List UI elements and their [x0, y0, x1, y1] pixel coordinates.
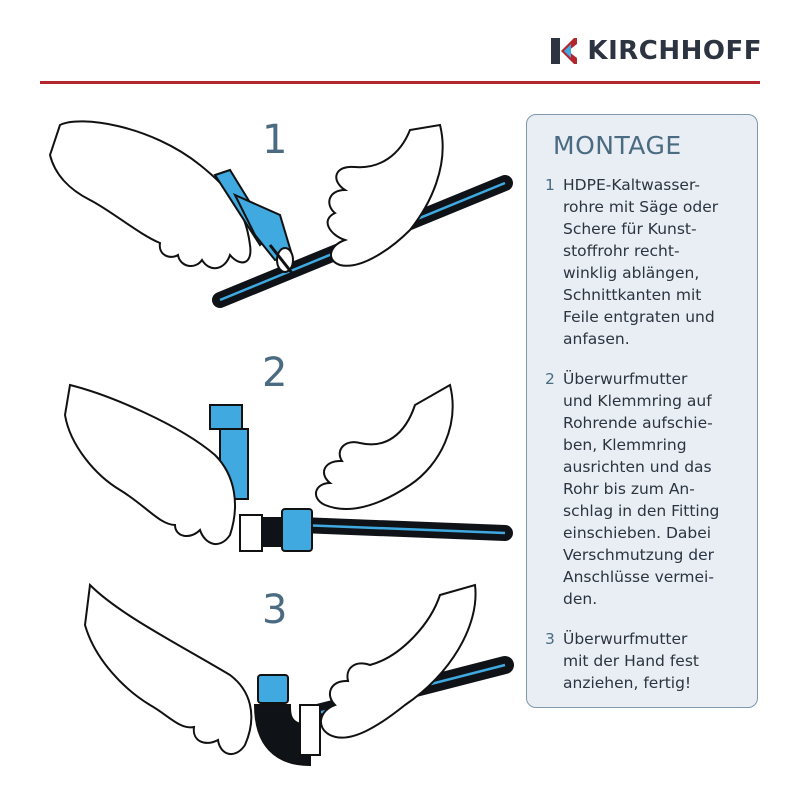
step-index: 1	[545, 176, 555, 194]
header-divider	[40, 81, 760, 84]
step-index: 3	[545, 630, 555, 648]
illustrations	[30, 95, 520, 795]
instruction-step	[545, 368, 747, 610]
step-index: 2	[545, 370, 555, 388]
step-text: HDPE-Kaltwasser- rohre mit Säge oder Schere für Kunst- stoffrohr recht- winklig ablängen, Schnittkanten mit Feile entgraten und anfasen.	[563, 176, 719, 348]
instructions-panel	[526, 114, 758, 708]
illustration-step-number: 3	[262, 587, 288, 633]
brand-name: KIRCHHOFF	[587, 36, 762, 66]
instruction-step	[545, 628, 747, 694]
illustration-step-number: 2	[262, 350, 288, 396]
illustration-step-number: 1	[262, 117, 288, 163]
kirchhoff-logo-icon	[551, 38, 577, 64]
step-text: Überwurfmutter mit der Hand fest anziehen, fertig!	[563, 630, 699, 692]
step-text: Überwurfmutter und Klemmring auf Rohrende aufschie- ben, Klemmring ausrichten und das Rohr bis zum An- schlag in den Fitting einschieben. Dabei Verschmutzung der Anschlüsse vermei- den.	[563, 370, 720, 608]
panel-title: MONTAGE	[553, 131, 682, 160]
brand-logo	[551, 36, 762, 66]
instruction-step	[545, 174, 747, 350]
